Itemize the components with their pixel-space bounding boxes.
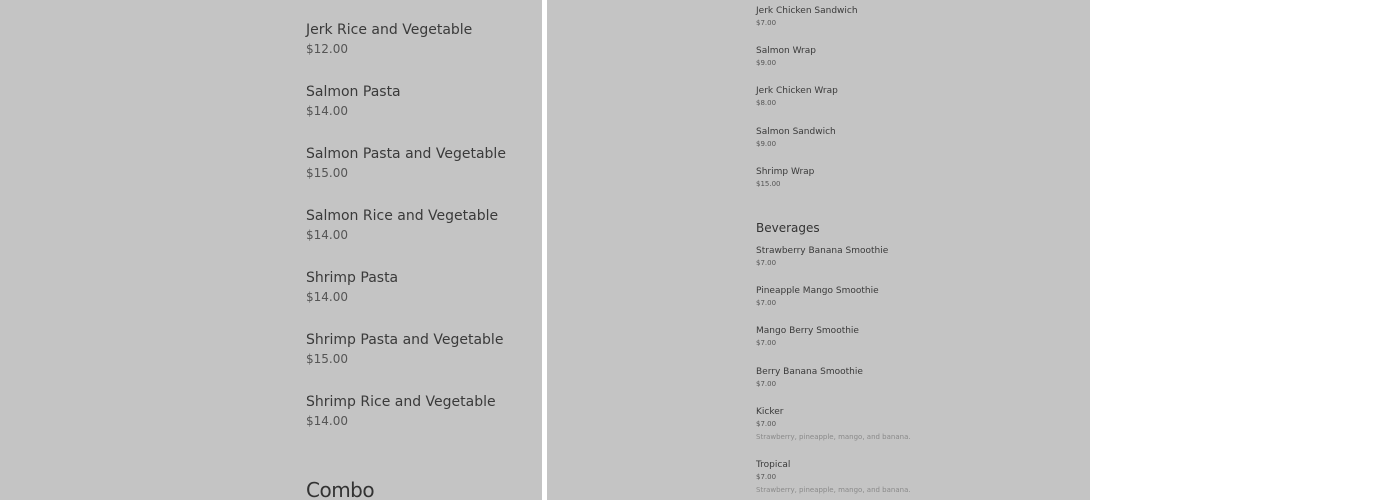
menu-item-price: $14.00 bbox=[306, 228, 348, 242]
menu-item-name: Jerk Rice and Vegetable bbox=[306, 22, 473, 38]
menu-item-name: Pineapple Mango Smoothie bbox=[756, 286, 879, 296]
menu-item-price: $7.00 bbox=[756, 339, 777, 347]
menu-item-price: $9.00 bbox=[756, 140, 777, 148]
menu-item-description: Strawberry, pineapple, mango, and banana. bbox=[756, 433, 911, 441]
left-menu-panel bbox=[0, 0, 542, 500]
menu-item-name: Strawberry Banana Smoothie bbox=[756, 246, 889, 256]
menu-item-price: $15.00 bbox=[756, 180, 781, 188]
blank-area bbox=[1090, 0, 1400, 500]
menu-item[interactable] bbox=[756, 326, 859, 348]
menu-item-price: $7.00 bbox=[756, 473, 777, 481]
menu-item-name: Tropical bbox=[756, 460, 791, 470]
menu-item[interactable] bbox=[756, 460, 911, 495]
menu-item-name: Shrimp Rice and Vegetable bbox=[306, 394, 496, 410]
menu-item-price: $15.00 bbox=[306, 166, 348, 180]
menu-item-name: Shrimp Pasta and Vegetable bbox=[306, 332, 504, 348]
menu-item-name: Jerk Chicken Sandwich bbox=[756, 6, 858, 16]
menu-item[interactable] bbox=[306, 331, 503, 367]
section-heading-beverages: Beverages bbox=[756, 221, 820, 235]
menu-item-name: Berry Banana Smoothie bbox=[756, 367, 863, 377]
menu-item[interactable] bbox=[306, 269, 398, 305]
menu-item[interactable] bbox=[306, 393, 496, 429]
menu-item[interactable] bbox=[756, 86, 838, 108]
menu-item-price: $14.00 bbox=[306, 104, 348, 118]
menu-item[interactable] bbox=[756, 407, 911, 442]
menu-item-description: Strawberry, pineapple, mango, and banana. bbox=[756, 486, 911, 494]
menu-item-price: $15.00 bbox=[306, 352, 348, 366]
menu-item[interactable] bbox=[306, 207, 498, 243]
menu-item-price: $7.00 bbox=[756, 259, 777, 267]
section-heading-combo: Combo bbox=[306, 478, 375, 500]
right-menu-panel bbox=[547, 0, 1090, 500]
menu-item-name: Salmon Rice and Vegetable bbox=[306, 208, 499, 224]
menu-item-name: Mango Berry Smoothie bbox=[756, 326, 859, 336]
menu-item-price: $8.00 bbox=[756, 99, 777, 107]
menu-item[interactable] bbox=[756, 167, 814, 189]
menu-item-price: $7.00 bbox=[756, 19, 777, 27]
menu-item[interactable] bbox=[306, 145, 506, 181]
menu-item[interactable] bbox=[756, 6, 858, 28]
menu-item-price: $9.00 bbox=[756, 59, 777, 67]
menu-item-name: Salmon Pasta bbox=[306, 84, 401, 100]
menu-item-name: Kicker bbox=[756, 407, 784, 417]
menu-item-price: $14.00 bbox=[306, 414, 348, 428]
menu-item-name: Salmon Wrap bbox=[756, 46, 816, 56]
menu-item[interactable] bbox=[756, 367, 863, 389]
menu-item-name: Salmon Pasta and Vegetable bbox=[306, 146, 506, 162]
menu-item-price: $14.00 bbox=[306, 290, 348, 304]
menu-item[interactable] bbox=[756, 286, 879, 308]
menu-item-name: Shrimp Pasta bbox=[306, 270, 399, 286]
menu-item[interactable] bbox=[306, 21, 472, 57]
menu-item[interactable] bbox=[306, 83, 401, 119]
menu-item-name: Shrimp Wrap bbox=[756, 167, 815, 177]
menu-item-name: Jerk Chicken Wrap bbox=[756, 86, 838, 96]
menu-item-price: $7.00 bbox=[756, 380, 777, 388]
menu-item[interactable] bbox=[756, 127, 836, 149]
menu-item-price: $7.00 bbox=[756, 299, 777, 307]
menu-item[interactable] bbox=[756, 46, 816, 68]
menu-item-price: $12.00 bbox=[306, 42, 348, 56]
menu-item-name: Salmon Sandwich bbox=[756, 127, 836, 137]
menu-item-price: $7.00 bbox=[756, 420, 777, 428]
menu-item[interactable] bbox=[756, 246, 888, 268]
